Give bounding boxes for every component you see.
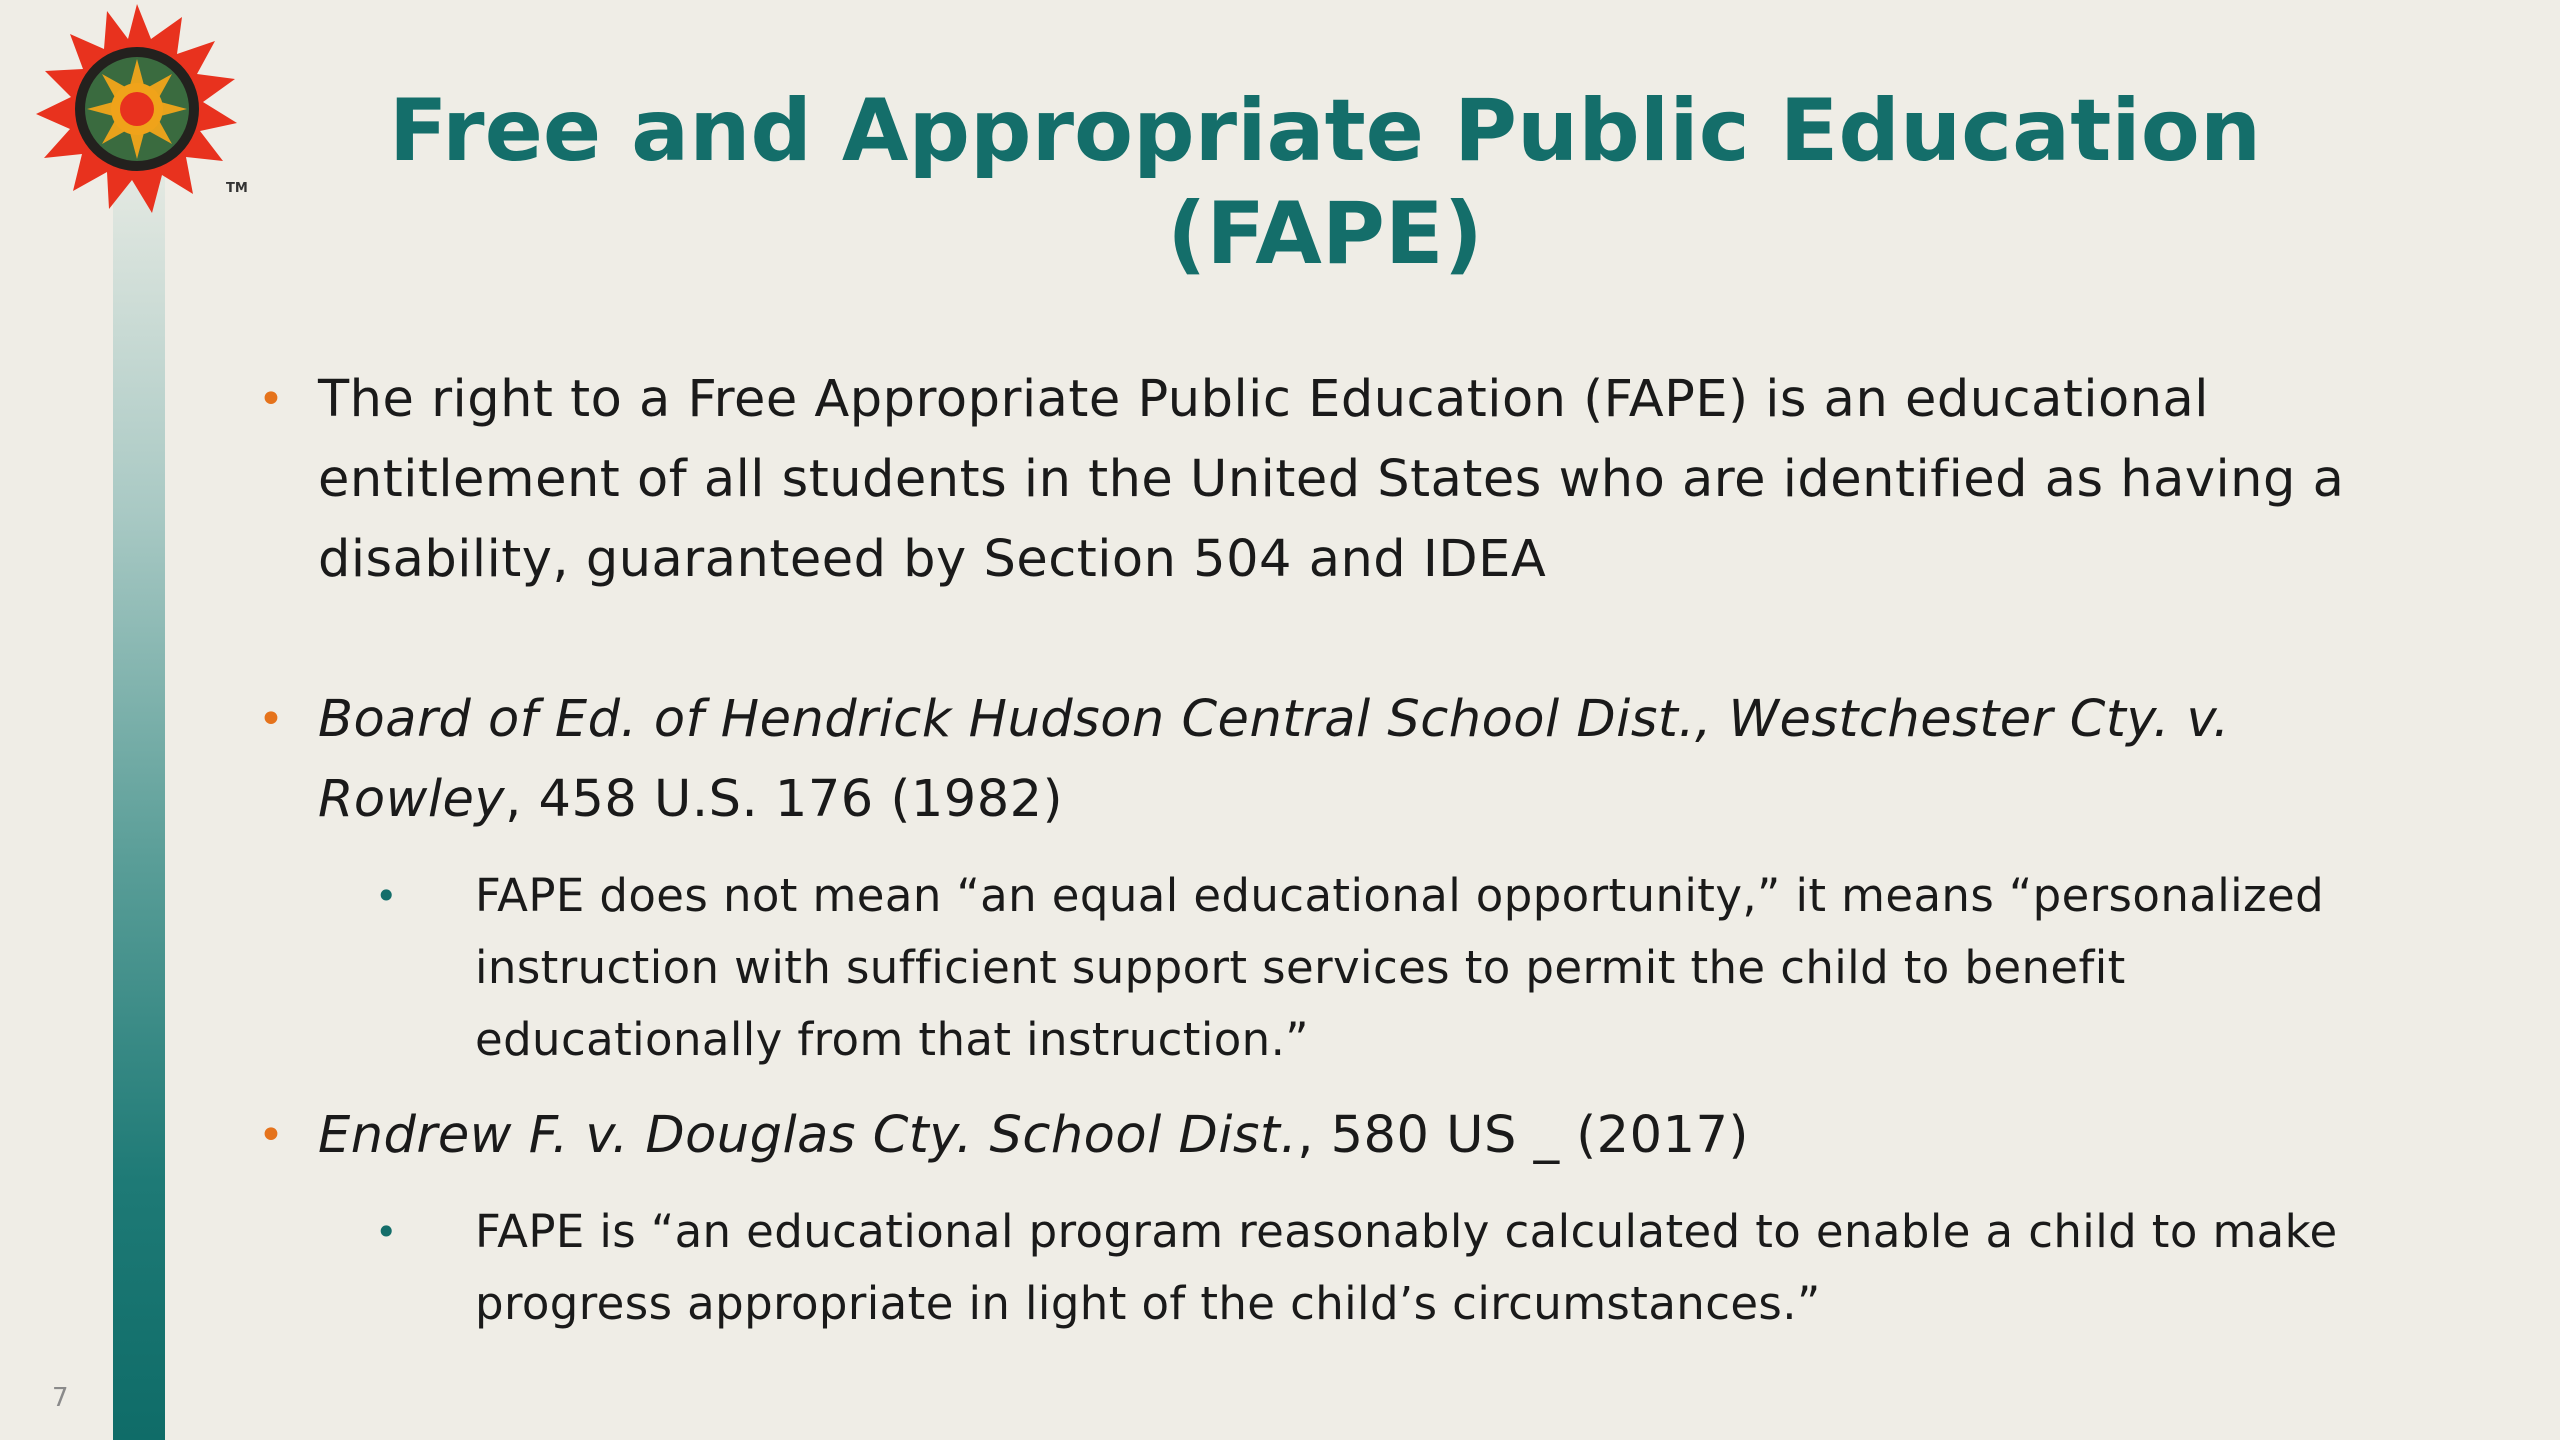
bullet-text: The right to a Free Appropriate Public Education (FAPE) is an educational entitlement of all students in the United States who are identified as having a disability, guaranteed by Section 504 and IDEA bbox=[318, 370, 2345, 589]
sub-bullet-item bbox=[250, 1196, 2400, 1340]
bullet-dot-icon: • bbox=[258, 1110, 285, 1161]
sub-bullet-dot-icon: • bbox=[375, 1210, 398, 1254]
bullet-item bbox=[250, 1096, 2400, 1176]
sun-logo-icon bbox=[30, 2, 248, 217]
case-name: Endrew F. v. Douglas Cty. School Dist. bbox=[318, 1106, 1298, 1165]
sub-bullet-item bbox=[250, 860, 2400, 1076]
case-citation: , 580 US _ (2017) bbox=[1297, 1106, 1749, 1165]
slide-content bbox=[250, 360, 2400, 1340]
svg-text:TM: TM bbox=[226, 181, 248, 196]
page-number: 7 bbox=[52, 1383, 69, 1413]
bullet-dot-icon: • bbox=[258, 374, 285, 425]
decorative-side-bar bbox=[113, 150, 165, 1440]
bullet-item bbox=[250, 680, 2400, 840]
case-citation: , 458 U.S. 176 (1982) bbox=[505, 770, 1064, 829]
sub-bullet-text: FAPE is “an educational program reasonably calculated to enable a child to make progress appropriate in light of the child’s circumstances.” bbox=[475, 1205, 2338, 1330]
slide-title bbox=[300, 80, 2350, 286]
bullet-item bbox=[250, 360, 2400, 600]
sub-bullet-dot-icon: • bbox=[375, 874, 398, 918]
case-name: Board of Ed. of Hendrick Hudson Central School Dist., Westchester Cty. v. Rowley bbox=[318, 690, 2230, 829]
title-line-2: (FAPE) bbox=[1167, 184, 1483, 284]
sub-bullet-text: FAPE does not mean “an equal educational opportunity,” it means “personalized instruction with sufficient support services to permit the child to benefit educationally from that instruction.” bbox=[475, 869, 2325, 1066]
title-line-1: Free and Appropriate Public Education bbox=[388, 81, 2262, 181]
bullet-dot-icon: • bbox=[258, 694, 285, 745]
